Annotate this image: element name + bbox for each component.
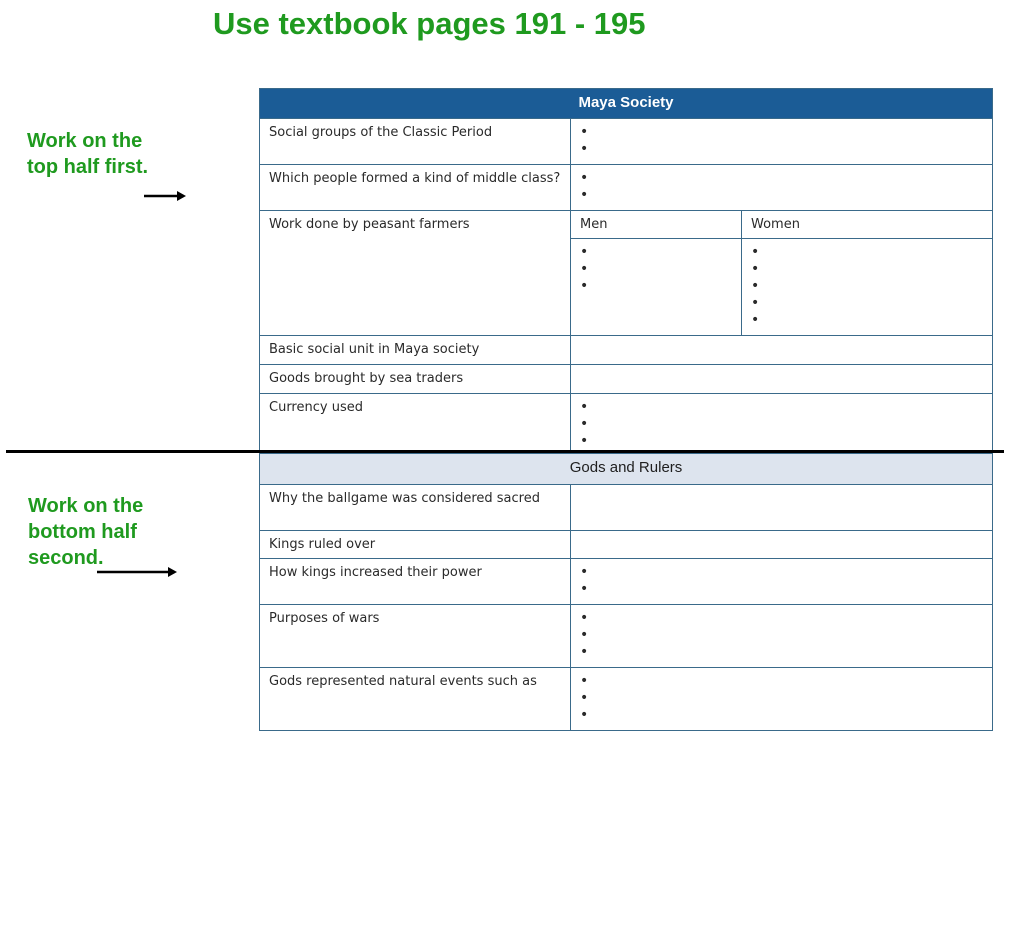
half-divider-line: [6, 450, 1004, 453]
subheader-men: Men: [571, 211, 742, 239]
note-top-line-2: top half first.: [27, 156, 149, 178]
bullet: •: [580, 244, 589, 260]
bullet: •: [580, 433, 589, 449]
note-top-line-1: Work on the: [27, 130, 143, 152]
answer-cell[interactable]: [571, 365, 993, 394]
row-label-ballgame: Why the ballgame was considered sacred: [260, 485, 571, 531]
table-row: [260, 165, 993, 211]
section-header-row: [260, 89, 993, 119]
bullet: •: [751, 278, 760, 294]
answer-cell[interactable]: [571, 394, 993, 454]
answer-cell[interactable]: [571, 165, 993, 211]
answer-cell[interactable]: [571, 119, 993, 165]
note-bottom-half: [28, 493, 143, 571]
row-label-gods: Gods represented natural events such as: [260, 668, 571, 731]
answer-cell[interactable]: [571, 531, 993, 559]
table-row: [260, 394, 993, 454]
answer-cell-men[interactable]: [571, 239, 742, 336]
subheader-women: Women: [742, 211, 993, 239]
arrow-right-icon: [144, 190, 186, 202]
section-title-maya-society: Maya Society: [260, 89, 993, 119]
maya-worksheet-table: [259, 88, 993, 731]
bullet: •: [580, 673, 589, 689]
section-header-row: [260, 454, 993, 485]
note-bottom-line-3: second.: [28, 547, 104, 569]
note-bottom-line-1: Work on the: [28, 495, 144, 517]
arrow-right-icon: [97, 566, 177, 578]
table-row: [260, 119, 993, 165]
row-label-basic-unit: Basic social unit in Maya society: [260, 336, 571, 365]
bullet: •: [751, 312, 760, 328]
row-label-sea-traders: Goods brought by sea traders: [260, 365, 571, 394]
row-label-currency: Currency used: [260, 394, 571, 454]
bullet: •: [751, 261, 760, 277]
row-label-social-groups: Social groups of the Classic Period: [260, 119, 571, 165]
answer-cell[interactable]: [571, 605, 993, 668]
answer-cell[interactable]: [571, 485, 993, 531]
note-bottom-line-2: bottom half: [28, 521, 137, 543]
bullet: •: [580, 581, 589, 597]
bullet: •: [580, 690, 589, 706]
bullet: •: [580, 707, 589, 723]
bullet: •: [580, 170, 589, 186]
table-row: [260, 531, 993, 559]
bullet: •: [580, 261, 589, 277]
bullet: •: [751, 295, 760, 311]
answer-cell[interactable]: [571, 668, 993, 731]
bullet: •: [580, 610, 589, 626]
bullet: •: [580, 141, 589, 157]
row-label-wars: Purposes of wars: [260, 605, 571, 668]
table-row: [260, 605, 993, 668]
bullet: •: [580, 399, 589, 415]
answer-cell-women[interactable]: [742, 239, 993, 336]
bullet: •: [580, 644, 589, 660]
bullet: •: [580, 564, 589, 580]
bullet: •: [580, 278, 589, 294]
table-row: [260, 668, 993, 731]
row-label-middle-class: Which people formed a kind of middle class?: [260, 165, 571, 211]
table-row: [260, 559, 993, 605]
table-row: [260, 365, 993, 394]
table-row: [260, 336, 993, 365]
answer-cell[interactable]: [571, 559, 993, 605]
page-title: Use textbook pages 191 - 195: [213, 6, 646, 41]
bullet: •: [580, 416, 589, 432]
section-title-gods-and-rulers: Gods and Rulers: [260, 454, 993, 485]
bullet: •: [751, 244, 760, 260]
row-label-peasant-work: Work done by peasant farmers: [260, 211, 571, 336]
bullet: •: [580, 627, 589, 643]
row-label-kings-power: How kings increased their power: [260, 559, 571, 605]
note-top-half: [27, 128, 148, 180]
bullet: •: [580, 124, 589, 140]
row-label-kings-ruled: Kings ruled over: [260, 531, 571, 559]
answer-cell[interactable]: [571, 336, 993, 365]
table-row: [260, 211, 993, 239]
bullet: •: [580, 187, 589, 203]
table-row: [260, 485, 993, 531]
